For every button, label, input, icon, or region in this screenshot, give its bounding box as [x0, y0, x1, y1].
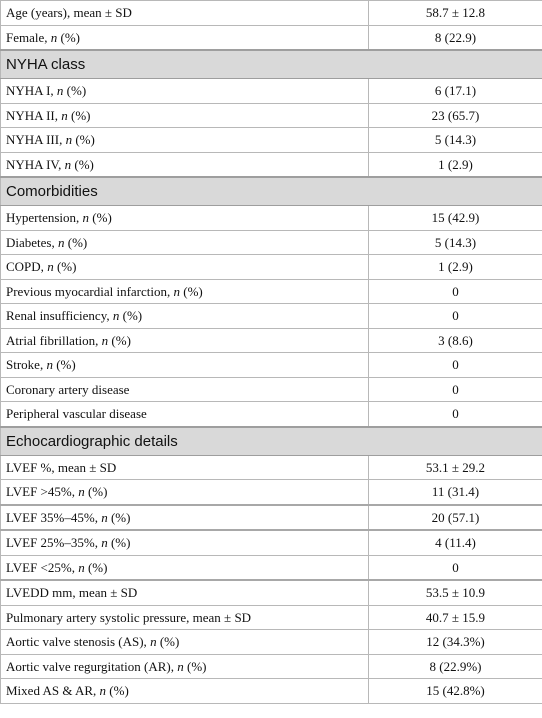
- n-symbol: n: [46, 357, 53, 373]
- row-value: 0: [369, 279, 542, 304]
- row-label-text: Peripheral vascular disease: [6, 406, 147, 422]
- n-symbol: n: [61, 107, 68, 123]
- section-header-comorbidities: [1, 177, 542, 206]
- table-row: [1, 353, 542, 378]
- table-row: [1, 480, 542, 505]
- row-label: [1, 128, 369, 153]
- table-row: [1, 304, 542, 329]
- row-label: [1, 630, 369, 655]
- table-row: [1, 377, 542, 402]
- row-value: 11 (31.4): [369, 480, 542, 505]
- table-row: [1, 328, 542, 353]
- row-value: 0: [369, 304, 542, 329]
- row-label-text: LVEDD mm, mean ± SD: [6, 585, 138, 601]
- row-label-text: COPD,: [6, 259, 44, 275]
- table-row: [1, 654, 542, 679]
- table-row: [1, 279, 542, 304]
- row-label: [1, 455, 369, 480]
- percent-suffix: (%): [71, 156, 94, 172]
- row-label: [1, 25, 369, 50]
- row-label: [1, 505, 369, 531]
- row-label-text: LVEF <25%,: [6, 559, 75, 575]
- row-value: 8 (22.9): [369, 25, 542, 50]
- n-symbol: n: [101, 332, 109, 348]
- section-title: NYHA class: [1, 50, 542, 79]
- row-label-text: NYHA I,: [6, 83, 54, 99]
- row-label-text: Stroke,: [6, 357, 44, 373]
- percent-suffix: (%): [156, 634, 180, 650]
- n-symbol: n: [99, 683, 107, 699]
- percent-suffix: (%): [57, 29, 81, 45]
- row-label: [1, 279, 369, 304]
- row-label-text: Previous myocardial infarction,: [6, 283, 171, 299]
- n-symbol: n: [47, 259, 54, 275]
- table-row: [1, 103, 542, 128]
- row-value: 53.5 ± 10.9: [369, 580, 542, 605]
- row-label-text: NYHA II,: [6, 107, 58, 123]
- n-symbol: n: [78, 484, 85, 500]
- row-label: [1, 679, 369, 704]
- table-row: [1, 255, 542, 280]
- row-value: 15 (42.8%): [369, 679, 542, 704]
- percent-suffix: (%): [53, 259, 77, 275]
- row-label: [1, 152, 369, 177]
- percent-suffix: (%): [84, 559, 108, 575]
- table-row: [1, 152, 542, 177]
- n-symbol: n: [173, 283, 181, 299]
- section-title: Comorbidities: [1, 177, 542, 206]
- section-header-echocardiographic-details: [1, 427, 542, 456]
- row-label-text: NYHA IV,: [6, 156, 62, 172]
- table-row: [1, 630, 542, 655]
- n-symbol: n: [177, 658, 184, 674]
- row-label: [1, 580, 369, 605]
- table-row: [1, 679, 542, 704]
- row-label: [1, 480, 369, 505]
- table-row: [1, 605, 542, 630]
- row-label-text: LVEF >45%,: [6, 484, 75, 500]
- row-value: 20 (57.1): [369, 505, 542, 531]
- row-label: [1, 304, 369, 329]
- row-label: [1, 255, 369, 280]
- row-label-text: Mixed AS & AR,: [6, 683, 97, 699]
- row-label-text: Aortic valve regurgitation (AR),: [6, 658, 174, 674]
- row-label: [1, 605, 369, 630]
- table-row: [1, 455, 542, 480]
- row-label: [1, 353, 369, 378]
- row-label: [1, 328, 369, 353]
- row-label-text: LVEF %, mean ± SD: [6, 459, 117, 475]
- row-label: [1, 377, 369, 402]
- n-symbol: n: [101, 509, 108, 525]
- percent-suffix: (%): [107, 509, 131, 525]
- row-value: 0: [369, 377, 542, 402]
- row-label: [1, 230, 369, 255]
- table-row: [1, 230, 542, 255]
- row-value: 0: [369, 402, 542, 427]
- n-symbol: n: [56, 83, 64, 99]
- n-symbol: n: [150, 634, 157, 650]
- percent-suffix: (%): [183, 658, 207, 674]
- n-symbol: n: [112, 308, 120, 324]
- table-row: [1, 505, 542, 531]
- row-value: 0: [369, 555, 542, 580]
- percent-suffix: (%): [180, 283, 203, 299]
- row-label-text: Renal insufficiency,: [6, 308, 110, 324]
- table-body: [1, 1, 542, 704]
- row-value: 53.1 ± 29.2: [369, 455, 542, 480]
- row-value: 1 (2.9): [369, 152, 542, 177]
- table-row: [1, 128, 542, 153]
- percent-suffix: (%): [106, 683, 129, 699]
- percent-suffix: (%): [72, 132, 95, 148]
- table-row: [1, 530, 542, 555]
- row-value: 23 (65.7): [369, 103, 542, 128]
- row-value: 8 (22.9%): [369, 654, 542, 679]
- percent-suffix: (%): [107, 535, 131, 551]
- row-label: [1, 206, 369, 231]
- row-value: 6 (17.1): [369, 79, 542, 104]
- section-title: Echocardiographic details: [1, 427, 542, 456]
- row-label-text: NYHA III,: [6, 132, 63, 148]
- table-row: [1, 25, 542, 50]
- percent-suffix: (%): [108, 332, 131, 348]
- table-row: [1, 206, 542, 231]
- row-value: 5 (14.3): [369, 128, 542, 153]
- row-label: [1, 79, 369, 104]
- row-label-text: Age (years), mean ± SD: [6, 5, 132, 21]
- row-label: [1, 1, 369, 26]
- n-symbol: n: [64, 156, 72, 172]
- percent-suffix: (%): [52, 357, 76, 373]
- row-label-text: Hypertension,: [6, 210, 80, 226]
- row-label: [1, 555, 369, 580]
- row-label-text: Diabetes,: [6, 234, 55, 250]
- row-value: 58.7 ± 12.8: [369, 1, 542, 26]
- percent-suffix: (%): [119, 308, 143, 324]
- table-row: [1, 580, 542, 605]
- row-value: 5 (14.3): [369, 230, 542, 255]
- table-row: [1, 555, 542, 580]
- row-value: 15 (42.9): [369, 206, 542, 231]
- row-label-text: Atrial fibrillation,: [6, 332, 99, 348]
- row-label-text: Aortic valve stenosis (AS),: [6, 634, 147, 650]
- percent-suffix: (%): [67, 107, 91, 123]
- row-label-text: LVEF 25%–35%,: [6, 535, 98, 551]
- row-label-text: LVEF 35%–45%,: [6, 509, 98, 525]
- row-label: [1, 402, 369, 427]
- row-value: 4 (11.4): [369, 530, 542, 555]
- n-symbol: n: [78, 559, 85, 575]
- row-value: 12 (34.3%): [369, 630, 542, 655]
- n-symbol: n: [82, 210, 90, 226]
- row-label-text: Coronary artery disease: [6, 381, 130, 397]
- n-symbol: n: [65, 132, 73, 148]
- table-row: [1, 79, 542, 104]
- row-value: 1 (2.9): [369, 255, 542, 280]
- row-value: 40.7 ± 15.9: [369, 605, 542, 630]
- percent-suffix: (%): [64, 234, 88, 250]
- percent-suffix: (%): [84, 484, 108, 500]
- n-symbol: n: [50, 29, 58, 45]
- row-label: [1, 654, 369, 679]
- table-row: [1, 1, 542, 26]
- row-label-text: Pulmonary artery systolic pressure, mean ± SD: [6, 609, 252, 625]
- percent-suffix: (%): [63, 83, 87, 99]
- section-header-nyha-class: [1, 50, 542, 79]
- percent-suffix: (%): [89, 210, 112, 226]
- n-symbol: n: [57, 234, 65, 250]
- row-value: 3 (8.6): [369, 328, 542, 353]
- row-label: [1, 103, 369, 128]
- n-symbol: n: [101, 535, 108, 551]
- row-label: [1, 530, 369, 555]
- row-value: 0: [369, 353, 542, 378]
- table-row: [1, 402, 542, 427]
- row-label-text: Female,: [6, 29, 48, 45]
